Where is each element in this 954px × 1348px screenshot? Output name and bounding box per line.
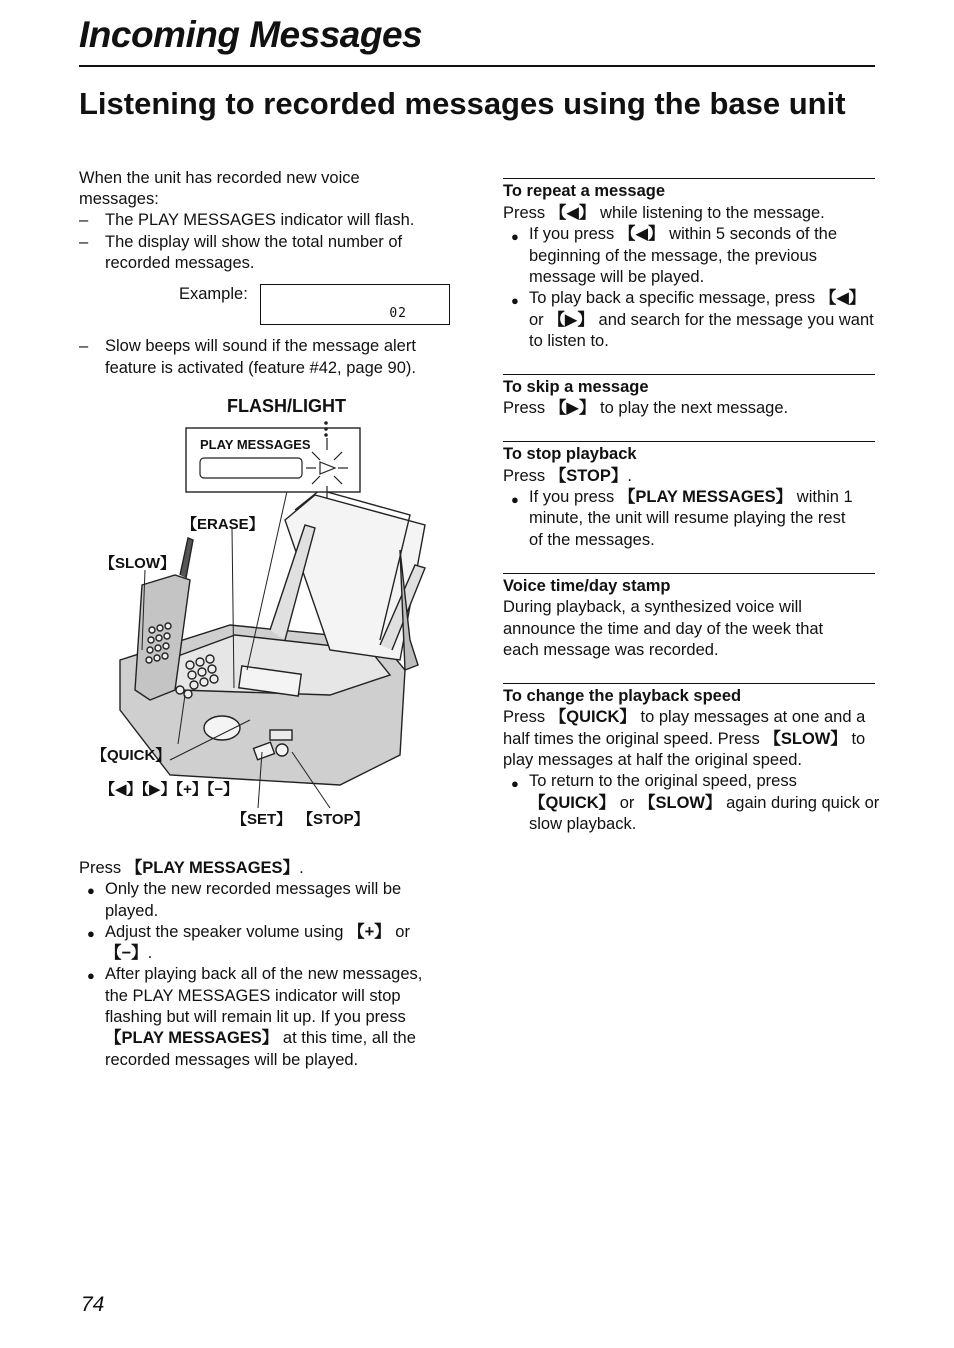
- bullet-1-line-2: played.: [105, 902, 159, 920]
- dash-item-2-line-2: recorded messages.: [105, 254, 255, 272]
- stop-section: [503, 466, 875, 556]
- speed-section: [503, 707, 880, 847]
- speed-bullet-line-2: 【QUICK】 or 【SLOW】 again during quick or: [529, 794, 880, 812]
- example-value: 02: [389, 306, 407, 321]
- dash-marker: –: [79, 211, 89, 229]
- bullet-2-line-1: Adjust the speaker volume using 【+】 or: [105, 923, 410, 941]
- stamp-line-3: each message was recorded.: [503, 641, 719, 659]
- bullet-dot: ●: [511, 492, 519, 507]
- repeat-heading: To repeat a message: [503, 182, 666, 200]
- quick-button-label: 【QUICK】: [92, 747, 171, 764]
- bullet-dot: ●: [511, 776, 519, 791]
- erase-button-label: 【ERASE】: [182, 516, 264, 533]
- bullet-dot: ●: [87, 883, 95, 898]
- intro-line-1: When the unit has recorded new voice: [79, 169, 360, 187]
- skip-heading: To skip a message: [503, 378, 649, 396]
- bullet-1-line-1: Only the new recorded messages will be: [105, 880, 402, 898]
- skip-section: [503, 398, 875, 422]
- bullet-3-line-1: After playing back all of the new messages,: [105, 965, 423, 983]
- repeat-bullet-2-line-1: To play back a specific message, press 【◀】: [529, 289, 866, 307]
- stop-button-label: 【STOP】: [298, 811, 369, 828]
- dash-item-3-line-1: Slow beeps will sound if the message alert: [105, 337, 416, 355]
- speed-bullet-line-3: slow playback.: [529, 815, 637, 833]
- section-rule: [503, 573, 875, 574]
- stamp-heading: Voice time/day stamp: [503, 577, 671, 595]
- skip-instruction: Press 【▶】 to play the next message.: [503, 399, 789, 417]
- stop-bullet-line-3: of the messages.: [529, 531, 655, 549]
- section-rule: [503, 441, 875, 442]
- page-number: 74: [81, 1293, 105, 1316]
- repeat-bullet-1-line-1: If you press 【◀】 within 5 seconds of the: [529, 225, 838, 243]
- bullet-3-line-3: flashing but will remain lit up. If you press: [105, 1008, 406, 1026]
- repeat-bullet-2-line-2: or 【▶】 and search for the message you want: [529, 311, 874, 329]
- fax-machine-diagram: [80, 390, 460, 840]
- bullet-2-line-2: 【−】.: [105, 944, 153, 962]
- stop-instruction: Press 【STOP】.: [503, 467, 632, 485]
- stop-bullet-line-2: minute, the unit will resume playing the rest: [529, 509, 846, 527]
- speed-bullet-line-1: To return to the original speed, press: [529, 772, 797, 790]
- repeat-bullet-2-line-3: to listen to.: [529, 332, 609, 350]
- speed-line-2: half times the original speed. Press 【SLOW】 to: [503, 730, 866, 748]
- stamp-line-2: announce the time and day of the week that: [503, 620, 824, 638]
- speed-line-1: Press 【QUICK】 to play messages at one and a: [503, 708, 866, 726]
- navigator-keys-label: 【◀】【▶】【+】【−】: [100, 781, 239, 798]
- fax-machine-illustration: [80, 390, 460, 840]
- section-rule: [503, 683, 875, 684]
- play-messages-indicator-label: PLAY MESSAGES: [200, 437, 311, 452]
- dash-item-1: The PLAY MESSAGES indicator will flash.: [105, 211, 415, 229]
- bullet-dot: ●: [511, 293, 519, 308]
- stamp-line-1: During playback, a synthesized voice will: [503, 598, 802, 616]
- bullet-dot: ●: [87, 926, 95, 941]
- flash-light-label: FLASH/LIGHT: [227, 396, 346, 416]
- example-display: [260, 284, 450, 325]
- speed-heading: To change the playback speed: [503, 687, 742, 705]
- stop-heading: To stop playback: [503, 445, 637, 463]
- bullet-3-line-4: 【PLAY MESSAGES】 at this time, all the: [105, 1029, 416, 1047]
- repeat-instruction: Press 【◀】 while listening to the message.: [503, 204, 825, 222]
- dash-item-3-line-2: feature is activated (feature #42, page 90).: [105, 359, 416, 377]
- slow-button-label: 【SLOW】: [100, 555, 175, 572]
- stamp-section: [503, 597, 875, 667]
- stop-bullet-line-1: If you press 【PLAY MESSAGES】 within 1: [529, 488, 853, 506]
- page-heading: Listening to recorded messages using the base unit: [79, 86, 846, 121]
- section-rule: [503, 374, 875, 375]
- speed-line-3: play messages at half the original speed.: [503, 751, 803, 769]
- bullet-dot: ●: [87, 968, 95, 983]
- dash-marker: –: [79, 337, 89, 355]
- bullet-dot: ●: [511, 229, 519, 244]
- repeat-section: [503, 0, 875, 360]
- dash-marker: –: [79, 233, 89, 251]
- intro-line-2: messages:: [79, 190, 159, 208]
- dash-item-2-line-1: The display will show the total number of: [105, 233, 403, 251]
- set-button-label: 【SET】: [232, 811, 292, 828]
- repeat-bullet-1-line-2: beginning of the message, the previous: [529, 247, 818, 265]
- example-label: Example:: [179, 285, 248, 303]
- press-play-messages: Press 【PLAY MESSAGES】.: [79, 859, 304, 877]
- repeat-bullet-1-line-3: message will be played.: [529, 268, 705, 286]
- bullet-3-line-2: the PLAY MESSAGES indicator will stop: [105, 987, 401, 1005]
- section-title: Incoming Messages: [79, 14, 423, 55]
- bullet-3-line-5: recorded messages will be played.: [105, 1051, 359, 1069]
